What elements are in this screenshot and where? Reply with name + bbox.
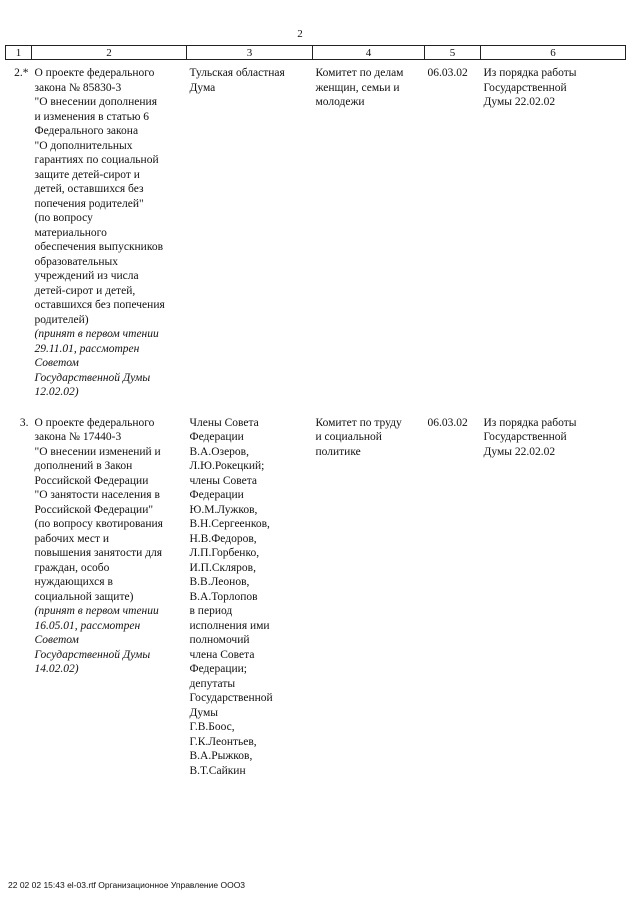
text-line: и социальной	[315, 431, 382, 443]
text-line: Российской Федерации"	[34, 503, 154, 516]
text-line: В.Н.Сергеенков,	[189, 518, 270, 530]
text-line: дополнений в Закон	[34, 460, 133, 472]
text-line: Думы	[189, 706, 218, 719]
text-line: И.П.Скляров,	[189, 561, 256, 574]
text-line: (по вопросу	[34, 212, 93, 224]
text-line: родителей)	[34, 313, 89, 326]
column-number: 4	[313, 46, 425, 60]
text-line: Российской Федерации	[34, 474, 149, 487]
text-line: депутаты	[189, 677, 236, 690]
column-number: 2	[32, 46, 187, 60]
table-row	[6, 410, 626, 779]
text-line: оставшихся без попечения	[34, 299, 165, 311]
text-line: Федерации	[189, 431, 244, 443]
source	[481, 410, 626, 779]
text-line: образовательных	[34, 255, 119, 268]
text-line: и изменения в статью 6	[34, 110, 150, 123]
text-line: "О занятости населения в	[34, 489, 160, 501]
row-number: 2.*	[14, 67, 29, 79]
text-line: члена Совета	[189, 648, 255, 661]
bill-title	[32, 60, 187, 410]
text-line: Дума	[189, 81, 216, 94]
committee	[313, 60, 425, 410]
text-line: Государственной Думы	[34, 648, 151, 661]
text-line: В.А.Рыжков,	[189, 750, 253, 762]
text-line: Думы 22.02.02	[483, 445, 556, 458]
agenda-table	[5, 45, 626, 778]
text-line: полномочий	[189, 634, 250, 646]
column-number: 5	[425, 46, 481, 60]
committee	[313, 410, 425, 779]
text-line: Федерации;	[189, 663, 248, 675]
text-line: Члены Совета	[189, 416, 259, 429]
text-line: в период	[189, 605, 233, 617]
initiator	[187, 60, 313, 410]
column-number: 3	[187, 46, 313, 60]
text-line: Из порядка работы	[483, 67, 577, 79]
text-line: попечения родителей"	[34, 197, 144, 210]
text-line: Государственной	[189, 692, 273, 704]
text-line: Комитет по труду	[315, 416, 402, 429]
text-line: (принят в первом чтении	[34, 605, 159, 617]
text-line: политике	[315, 445, 361, 458]
footer: 22 02 02 15:43 el-03.rtf Организационное Управление ООО3	[8, 880, 246, 890]
text-line: "О дополнительных	[34, 139, 133, 152]
page-number: 2	[297, 28, 303, 40]
text-line: Г.К.Леонтьев,	[189, 735, 257, 748]
text-line: В.А.Озеров,	[189, 445, 249, 458]
text-line: О проекте федерального	[34, 416, 155, 429]
text-line: детей, оставшихся без	[34, 183, 144, 195]
text-line: учреждений из числа	[34, 270, 139, 282]
text-line: детей-сирот и детей,	[34, 284, 136, 297]
text-line: (принят в первом чтении	[34, 328, 159, 340]
text-line: Г.В.Боос,	[189, 721, 235, 733]
source	[481, 60, 626, 410]
text-line: Комитет по делам	[315, 67, 404, 79]
text-line: Советом	[34, 357, 79, 369]
text-line: В.В.Леонов,	[189, 576, 250, 588]
date: 06.03.02	[427, 67, 468, 79]
text-line: члены Совета	[189, 474, 258, 487]
bill-title	[32, 410, 187, 779]
text-line: закона № 17440-3	[34, 431, 122, 443]
text-line: повышения занятости для	[34, 547, 163, 559]
row-number: 3.	[19, 416, 29, 429]
text-line: рабочих мест и	[34, 532, 110, 545]
text-line: О проекте федерального	[34, 67, 155, 79]
text-line: гарантиях по социальной	[34, 154, 159, 166]
text-line: Федерального закона	[34, 125, 139, 137]
column-number: 6	[481, 46, 626, 60]
text-line: (по вопросу квотирования	[34, 518, 163, 530]
initiator	[187, 410, 313, 779]
text-line: 29.11.01, рассмотрен	[34, 342, 140, 355]
text-line: Думы 22.02.02	[483, 96, 556, 108]
text-line: материального	[34, 226, 107, 239]
text-line: Государственной	[483, 431, 567, 443]
text-line: граждан, особо	[34, 561, 110, 574]
text-line: В.Т.Сайкин	[189, 764, 246, 777]
text-line: молодежи	[315, 96, 365, 108]
text-line: нуждающихся в	[34, 576, 113, 588]
text-line: социальной защите)	[34, 590, 134, 603]
text-line: 16.05.01, рассмотрен	[34, 619, 141, 632]
text-line: закона № 85830-3	[34, 81, 122, 94]
column-number-row	[6, 46, 626, 60]
text-line: 14.02.02)	[34, 663, 79, 675]
text-line: Из порядка работы	[483, 416, 577, 429]
text-line: Тульская областная	[189, 67, 285, 79]
text-line: женщин, семьи и	[315, 81, 400, 94]
text-line: Л.Ю.Рокецкий;	[189, 460, 265, 472]
table-row	[6, 60, 626, 410]
date: 06.03.02	[427, 416, 468, 429]
text-line: Федерации	[189, 489, 244, 501]
text-line: обеспечения выпускников	[34, 241, 164, 253]
text-line: "О внесении дополнения	[34, 96, 157, 108]
text-line: исполнения ими	[189, 619, 270, 632]
text-line: В.А.Торлопов	[189, 590, 258, 603]
text-line: Советом	[34, 634, 79, 646]
text-line: Н.В.Федоров,	[189, 532, 257, 545]
text-line: Л.П.Горбенко,	[189, 547, 260, 559]
column-number: 1	[6, 46, 32, 60]
text-line: защите детей-сирот и	[34, 168, 140, 181]
text-line: Государственной	[483, 81, 567, 94]
text-line: "О внесении изменений и	[34, 445, 161, 458]
text-line: 12.02.02)	[34, 386, 79, 398]
text-line: Ю.М.Лужков,	[189, 503, 258, 516]
text-line: Государственной Думы	[34, 371, 151, 384]
